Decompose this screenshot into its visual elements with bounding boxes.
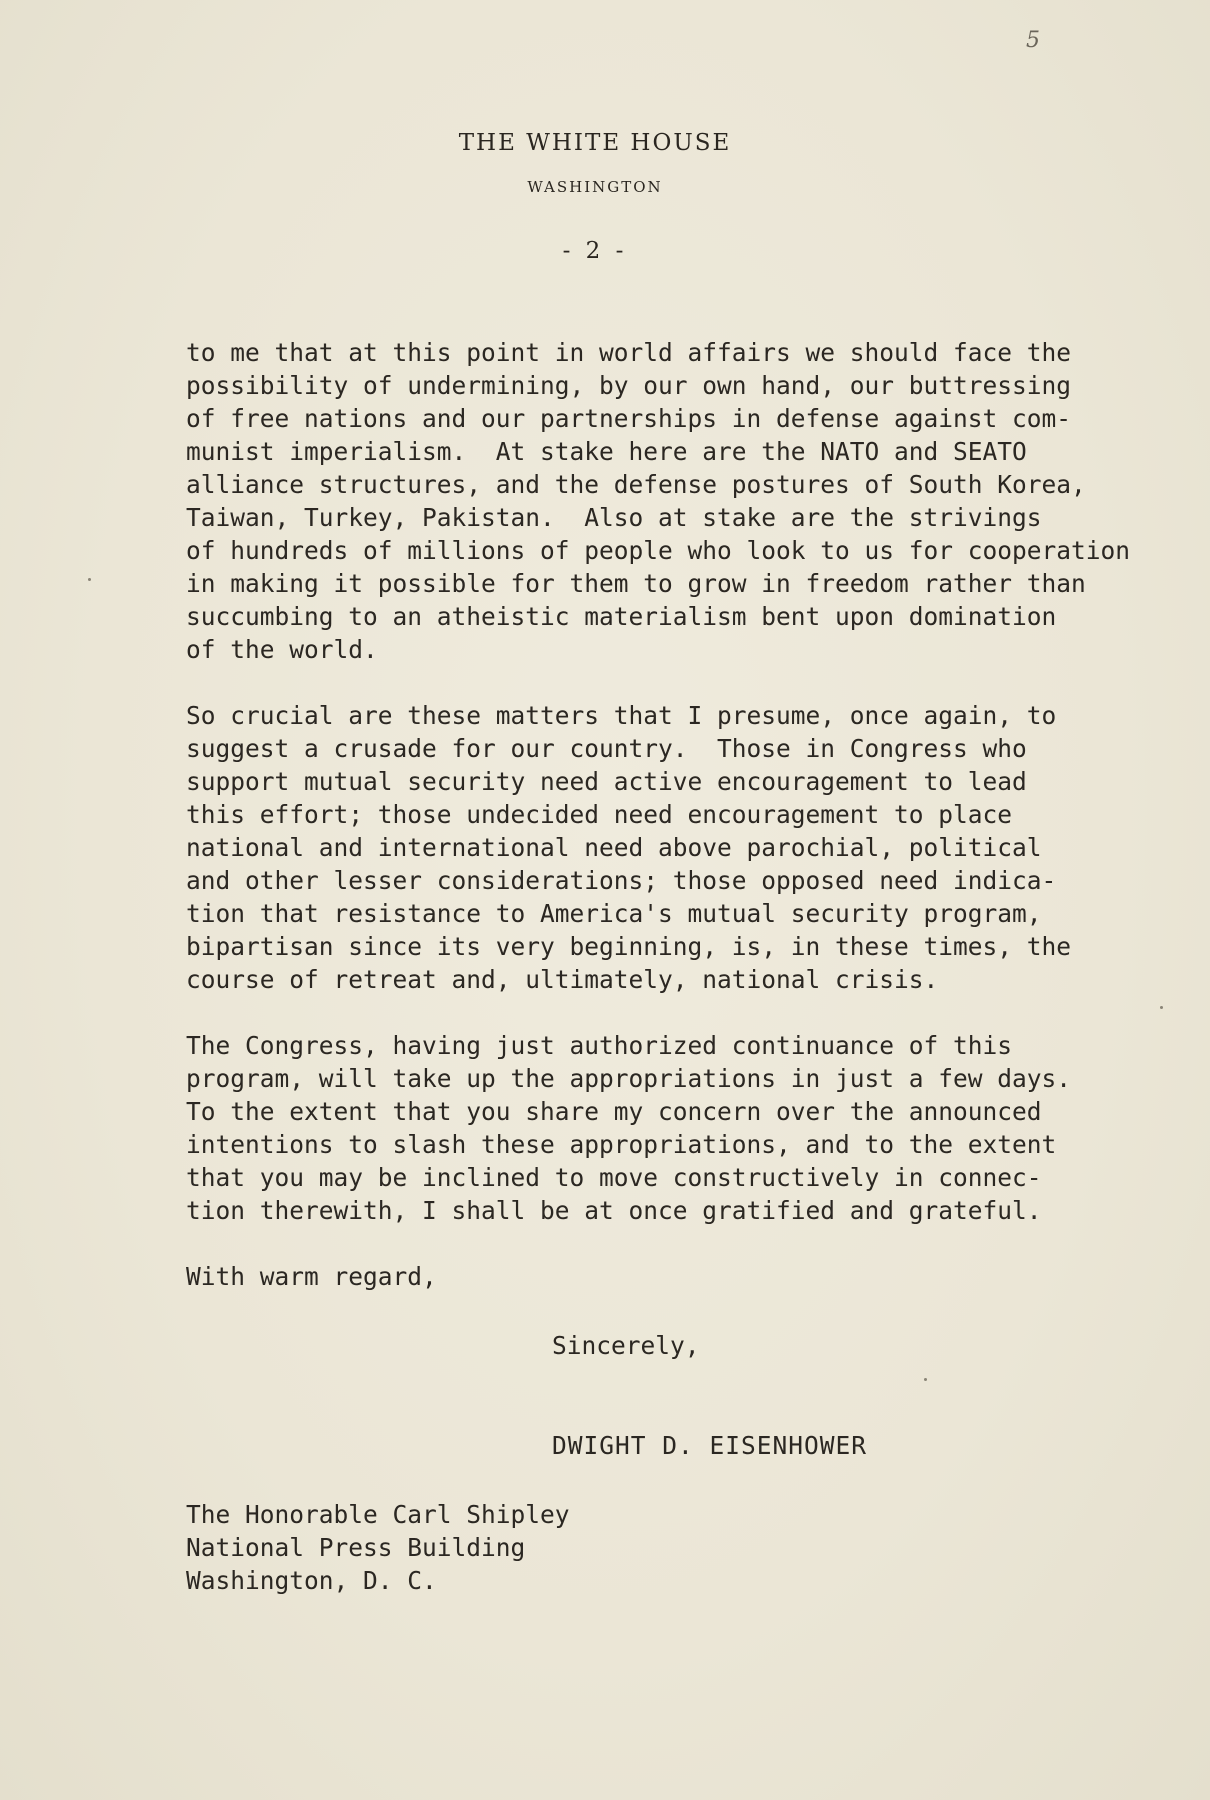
- body-line: and other lesser considerations; those opposed need indica-: [186, 866, 1057, 895]
- body-line: national and international need above parochial, political: [186, 833, 1042, 862]
- paper-speck: [88, 578, 91, 581]
- address-line: The Honorable Carl Shipley: [186, 1500, 570, 1529]
- body-line: of free nations and our partnerships in defense against com-: [186, 404, 1072, 433]
- page-number: - 2 -: [562, 238, 628, 264]
- recipient-address: [186, 1498, 570, 1597]
- paragraph-1: [186, 336, 1131, 666]
- letterhead-title: THE WHITE HOUSE: [458, 130, 732, 156]
- body-line: tion that resistance to America's mutual security program,: [186, 899, 1042, 928]
- signer-name: DWIGHT D. EISENHOWER: [552, 1431, 868, 1460]
- closing-regard: With warm regard,: [186, 1262, 437, 1291]
- body-line: of hundreds of millions of people who look to us for cooperation: [186, 536, 1131, 565]
- address-line: National Press Building: [186, 1533, 526, 1562]
- body-line: support mutual security need active encouragement to lead: [186, 767, 1027, 796]
- body-line: to me that at this point in world affairs we should face the: [186, 338, 1072, 367]
- body-line: this effort; those undecided need encouragement to place: [186, 800, 1013, 829]
- body-line: of the world.: [186, 635, 378, 664]
- body-line: Taiwan, Turkey, Pakistan. Also at stake are the strivings: [186, 503, 1042, 532]
- body-line: bipartisan since its very beginning, is, in these times, the: [186, 932, 1072, 961]
- body-line: suggest a crusade for our country. Those in Congress who: [186, 734, 1027, 763]
- paper-speck: [1160, 1006, 1163, 1009]
- body-line: course of retreat and, ultimately, national crisis.: [186, 965, 939, 994]
- body-line: intentions to slash these appropriations, and to the extent: [186, 1130, 1057, 1159]
- handwritten-page-mark: 5: [1026, 28, 1040, 53]
- address-line: Washington, D. C.: [186, 1566, 437, 1595]
- body-line: in making it possible for them to grow in freedom rather than: [186, 569, 1086, 598]
- body-line: tion therewith, I shall be at once gratified and grateful.: [186, 1196, 1042, 1225]
- body-line: To the extent that you share my concern over the announced: [186, 1097, 1042, 1126]
- letterhead-subtitle: WASHINGTON: [527, 178, 663, 196]
- body-line: So crucial are these matters that I presume, once again, to: [186, 701, 1057, 730]
- paper-speck: [924, 1378, 927, 1381]
- body-line: possibility of undermining, by our own hand, our buttressing: [186, 371, 1072, 400]
- paragraph-2: [186, 699, 1116, 996]
- body-line: The Congress, having just authorized continuance of this: [186, 1031, 1013, 1060]
- body-line: that you may be inclined to move constructively in connec-: [186, 1163, 1042, 1192]
- closing-sincerely: Sincerely,: [552, 1331, 700, 1360]
- body-line: munist imperialism. At stake here are the NATO and SEATO: [186, 437, 1027, 466]
- body-line: alliance structures, and the defense postures of South Korea,: [186, 470, 1086, 499]
- paragraph-3: [186, 1029, 1116, 1227]
- body-line: program, will take up the appropriations in just a few days.: [186, 1064, 1072, 1093]
- letter-body: [186, 336, 1131, 1260]
- body-line: succumbing to an atheistic materialism bent upon domination: [186, 602, 1057, 631]
